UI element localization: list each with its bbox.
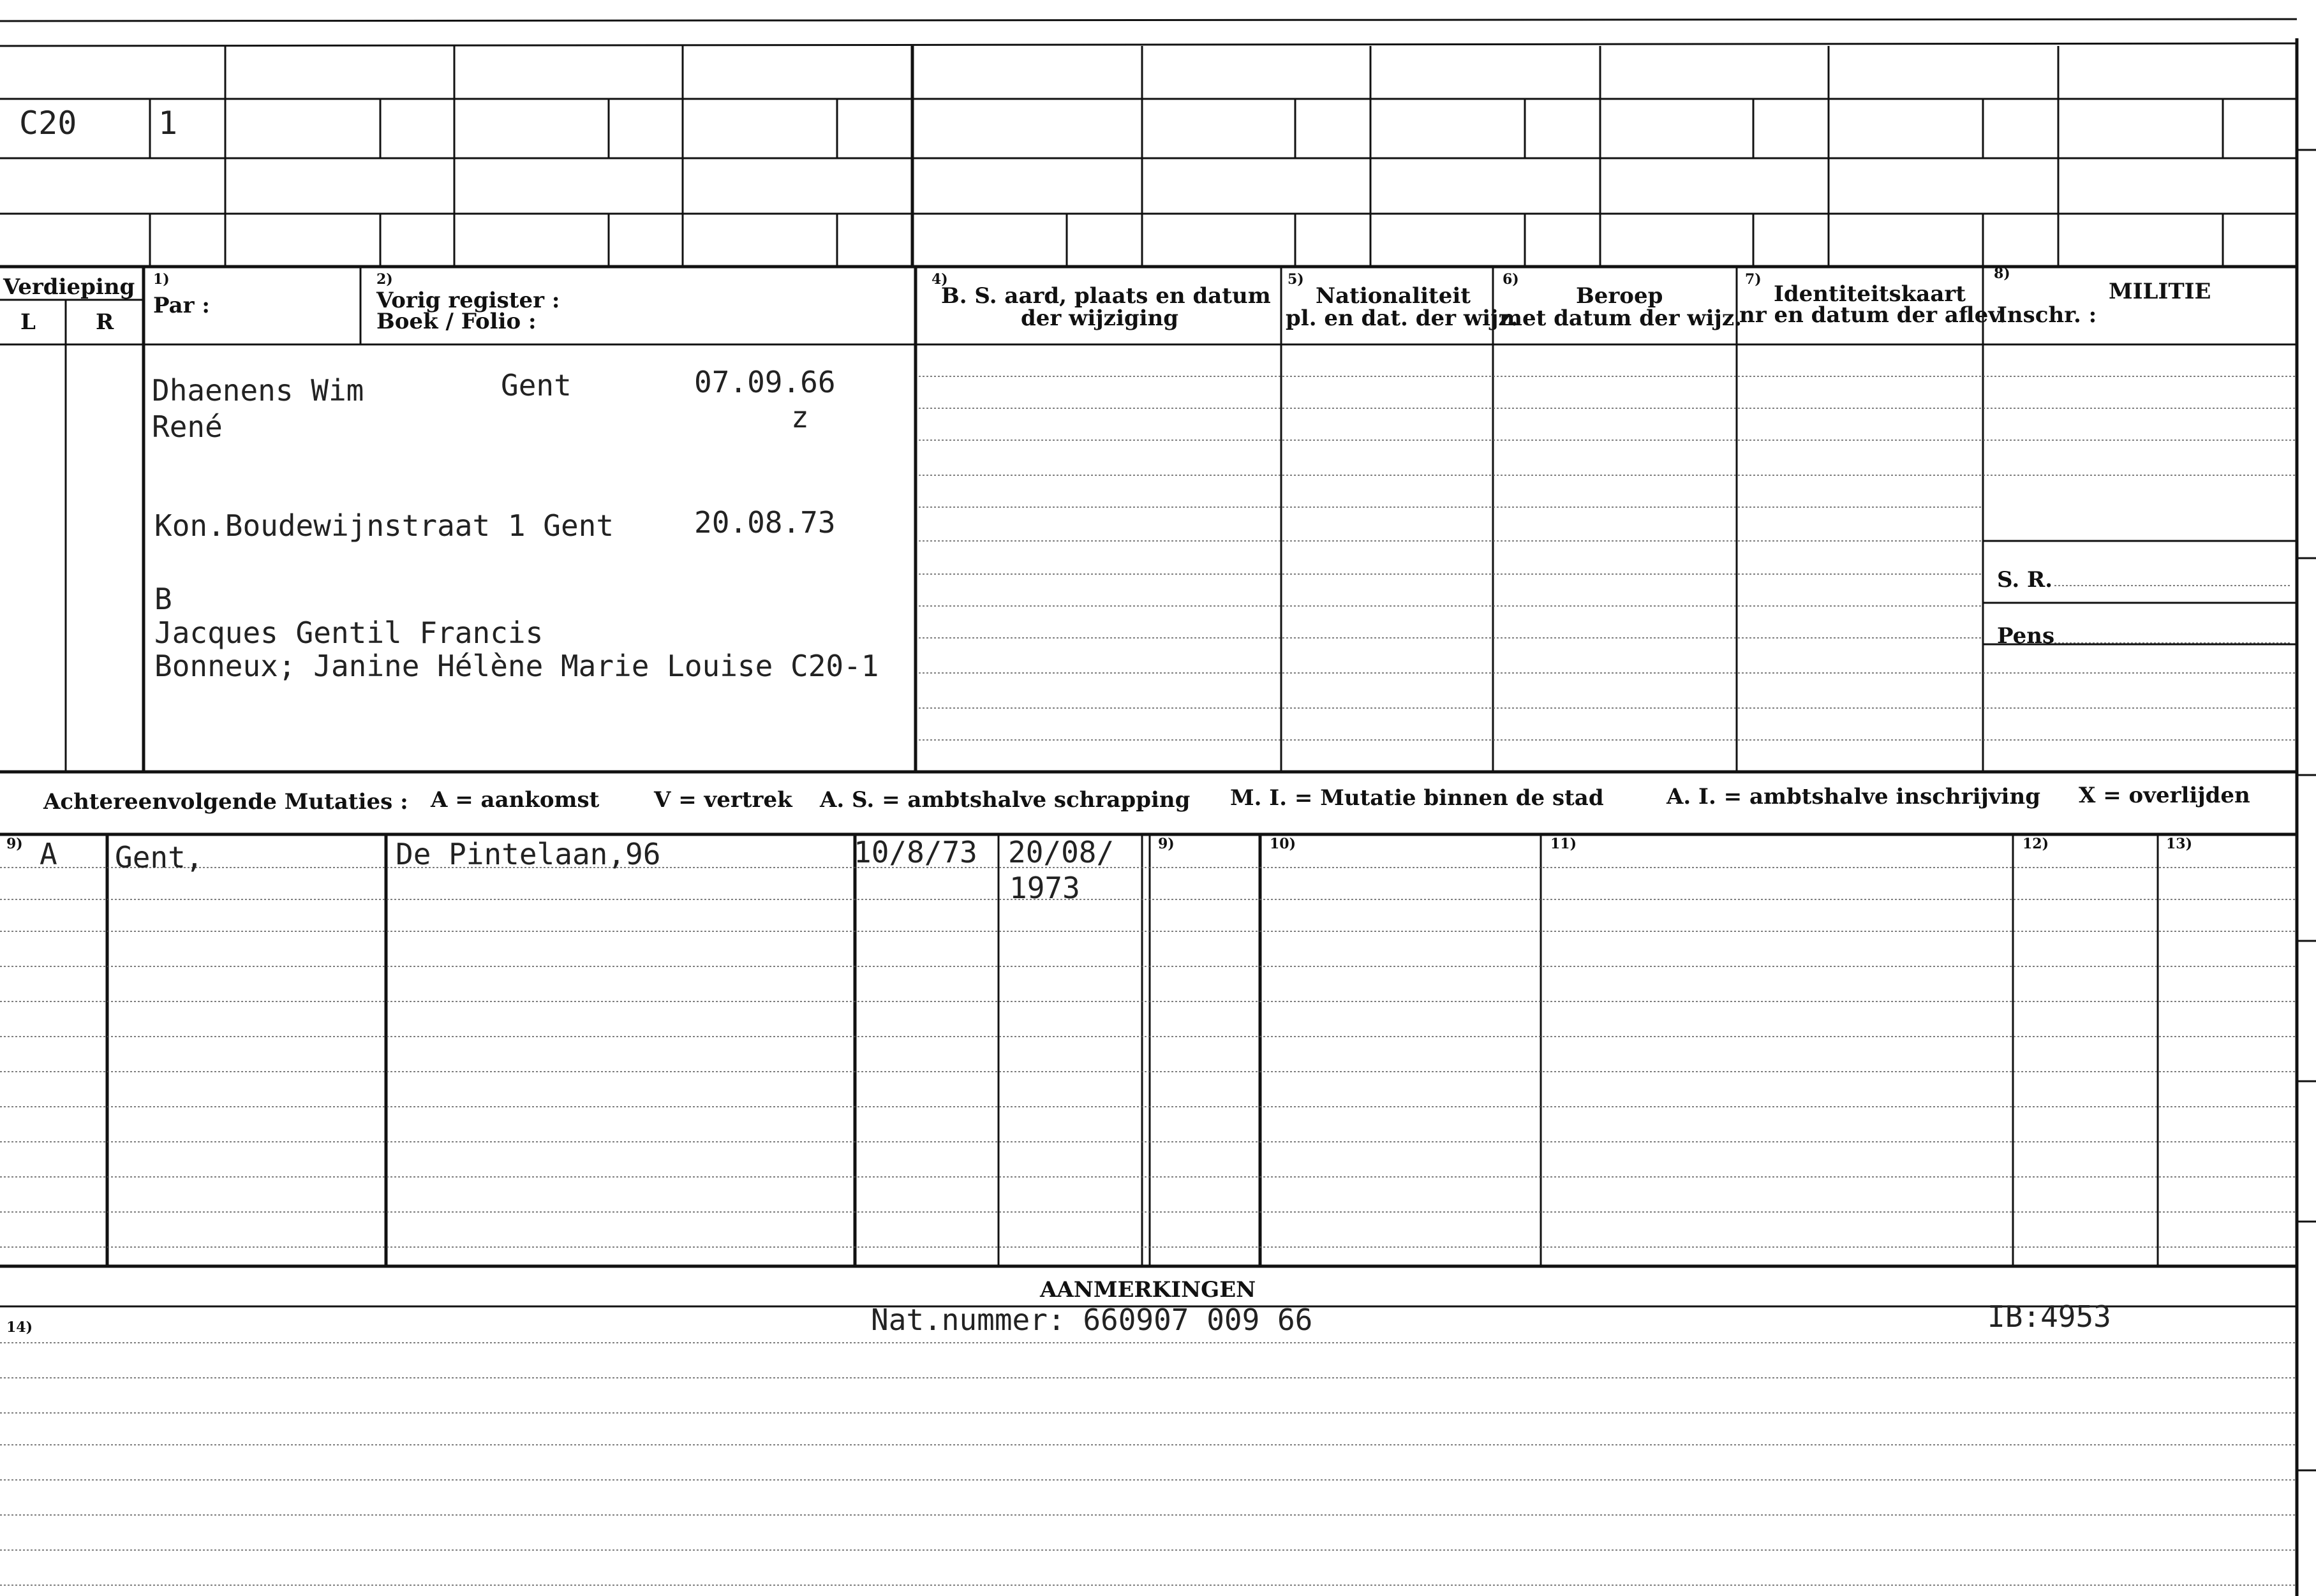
verdieping-label: Verdieping xyxy=(3,274,135,300)
col5-number: 5) xyxy=(1288,271,1304,288)
col6-number: 6) xyxy=(1503,271,1519,288)
legend-aankomst: A = aankomst xyxy=(431,787,600,813)
top-edge-line xyxy=(0,19,2297,21)
mother-name: Bonneux; Janine Hélène Marie Louise C20-1 xyxy=(154,649,879,683)
mutaties-label: Achtereenvolgende Mutaties : xyxy=(43,789,408,815)
mutatie-date2-line2: 1973 xyxy=(1009,871,1080,905)
birth-place: Gent xyxy=(501,368,572,403)
address: Kon.Boudewijnstraat 1 Gent xyxy=(154,508,614,543)
mutatie-place: Gent, xyxy=(115,840,204,875)
col2-number: 2) xyxy=(376,271,393,288)
nationaliteit-label: Nationaliteit xyxy=(1316,283,1471,309)
beroep-sub-label: met datum der wijz. xyxy=(1499,306,1742,331)
boek-folio-label: Boek / Folio : xyxy=(376,309,537,334)
status-code: B xyxy=(154,582,172,616)
col1-number: 1) xyxy=(153,271,170,288)
legend-overlijden: X = overlijden xyxy=(2079,783,2250,808)
legend-mutatie: M. I. = Mutatie binnen de stad xyxy=(1230,785,1604,811)
legend-inschrijving: A. I. = ambtshalve inschrijving xyxy=(1666,784,2040,809)
mutaties-grid xyxy=(0,834,2297,1266)
beroep-label: Beroep xyxy=(1576,283,1663,309)
mut-col11-number: 11) xyxy=(1550,836,1577,852)
aanmerkingen-title: AANMERKINGEN xyxy=(1040,1277,1256,1303)
person-ruling xyxy=(0,376,2297,772)
mut-col12-number: 12) xyxy=(2023,836,2049,852)
militie-label: MILITIE xyxy=(2109,279,2211,304)
mutatie-type: A xyxy=(40,837,57,871)
identiteitskaart-sub-label: nr en datum der aflev. xyxy=(1739,302,2007,328)
household-number: 1 xyxy=(158,105,178,142)
legend-schrapping: A. S. = ambtshalve schrapping xyxy=(820,787,1191,813)
mutatie-street: De Pintelaan,96 xyxy=(396,837,661,871)
par-label: Par : xyxy=(153,293,210,318)
mut-col9-number: 9) xyxy=(6,836,23,852)
sex: z xyxy=(791,400,809,434)
mutatie-date2-line1: 20/08/ xyxy=(1008,835,1115,869)
household-code: C20 xyxy=(19,105,77,142)
inschr-label: Inschr. : xyxy=(1997,302,2097,328)
legend-vertrek: V = vertrek xyxy=(654,787,792,813)
nat-nummer: Nat.nummer: 660907 009 66 xyxy=(871,1303,1313,1337)
pens-label: Pens xyxy=(1997,623,2055,649)
aanmerkingen-number: 14) xyxy=(6,1319,33,1336)
address-date: 20.08.73 xyxy=(694,505,836,540)
col8-number: 8) xyxy=(1994,265,2010,282)
header-grid xyxy=(0,38,2297,1596)
wijziging-label: der wijziging xyxy=(1021,306,1179,331)
person-name: Dhaenens Wim xyxy=(152,373,364,408)
mut-col10-number: 10) xyxy=(1270,836,1296,852)
ib-number: IB:4953 xyxy=(1987,1299,2111,1334)
nationaliteit-sub-label: pl. en dat. der wijz. xyxy=(1286,306,1518,331)
vorig-register-label: Vorig register : xyxy=(376,288,560,313)
mutatie-date1: 10/8/73 xyxy=(854,835,977,869)
mut-col13-number: 13) xyxy=(2166,836,2193,852)
aanmerkingen-ruling xyxy=(0,1306,2297,1585)
right-label: R xyxy=(96,309,114,335)
bs-aard-label: B. S. aard, plaats en datum xyxy=(941,283,1271,309)
identiteitskaart-label: Identiteitskaart xyxy=(1774,281,1966,307)
left-label: L xyxy=(20,309,36,335)
col7-number: 7) xyxy=(1745,271,1762,288)
birth-date: 07.09.66 xyxy=(694,365,836,399)
top-border xyxy=(0,43,2297,46)
sr-label: S. R. xyxy=(1997,567,2053,593)
right-edge-ticks xyxy=(2297,150,2316,1470)
person-firstname: René xyxy=(152,410,223,444)
col4-number: 4) xyxy=(932,271,948,288)
father-name: Jacques Gentil Francis xyxy=(154,616,544,650)
mut-col9b-number: 9) xyxy=(1158,836,1175,852)
